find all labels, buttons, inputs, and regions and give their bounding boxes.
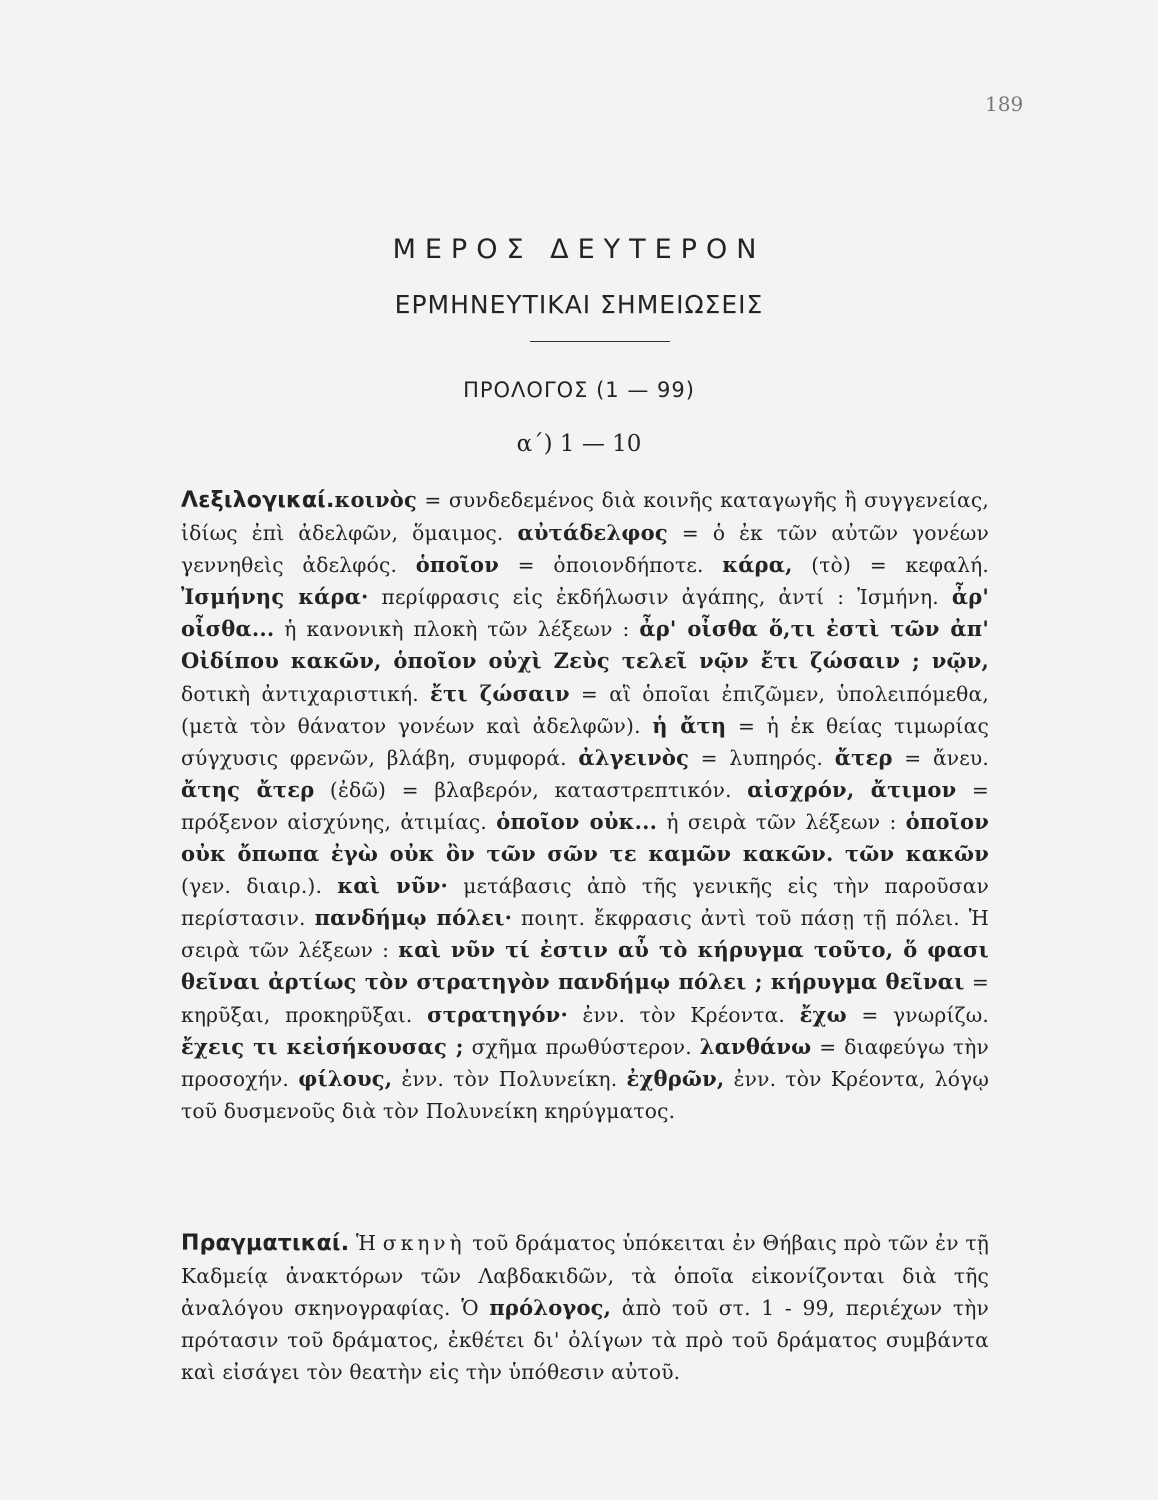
glossed-term: ἔχω <box>799 1001 847 1027</box>
glossed-term: αἰσχρόν, ἄτιμον <box>747 776 957 802</box>
glossed-term: ὁποῖον οὐκ ὄπωπα ἐγὼ οὐκ ὂν τῶν σῶν τε καμῶν κακῶν. τῶν κακῶν <box>181 808 989 867</box>
part-title: ΜΕΡΟΣ ΔΕΥΤΕΡΟΝ <box>392 234 766 265</box>
gloss-text: σχῆμα πρωθύστερον. <box>463 1034 700 1059</box>
glossed-term: φίλους, <box>298 1065 393 1091</box>
glossed-term: αὐτάδελφος <box>517 520 668 546</box>
lexical-notes-paragraph <box>181 484 989 1127</box>
glossed-term: στρατηγόν· <box>427 1001 568 1027</box>
gloss-text: = διαφεύγω τὴν προσοχήν. <box>181 1034 989 1091</box>
gloss-text: = γνωρίζω. <box>846 1002 989 1027</box>
gloss-text: (τὸ) = κεφαλή. <box>792 553 990 578</box>
gloss-text: = αἳ ὁποῖαι ἐπιζῶμεν, ὑπολειπόμεθα, (μετὰ τὸν θάνατον γονέων καὶ ἀδελφῶν). <box>181 681 989 738</box>
glossed-term: πρόλογος, <box>489 1295 612 1321</box>
gloss-text: = ἄνευ. <box>892 745 990 770</box>
section-title: ΕΡΜΗΝΕΥΤΙΚΑΙ ΣΗΜΕΙΩΣΕΙΣ <box>394 290 764 319</box>
divider-rule <box>530 341 670 342</box>
glossed-term: ἐχθρῶν, <box>626 1065 725 1091</box>
glossed-term: ἄτερ <box>834 744 893 770</box>
glossed-term: ἆρ' οἶσθα... <box>181 584 990 642</box>
glossed-term: καὶ νῦν τί ἐστιν αὖ τὸ κήρυγμα τοῦτο, ὅ φασι θεῖναι ἀρτίως τὸν στρατηγὸν πανδήμῳ πόλει ; κήρυγμα θεῖναι <box>181 937 990 995</box>
glossed-term: κοινὸς <box>334 487 417 512</box>
gloss-text: τοῦ δράματος ὑπόκειται ἐν Θήβαις πρὸ τῶν ἐν τῇ Καδμείᾳ ἀνακτόρων τῶν Λαβδακιδῶν, τὰ ὁποῖα εἰκονίζονται διὰ τῆς ἀναλόγου σκηνογραφίας. Ὁ <box>181 1231 989 1321</box>
page-number: 189 <box>985 92 1024 116</box>
glossed-term: καὶ νῦν· <box>337 873 448 899</box>
gloss-text: ἡ κανονικὴ πλοκὴ τῶν λέξεων : <box>274 617 640 642</box>
glossed-term: ἄτης ἄτερ <box>181 776 315 802</box>
glossed-term: ἡ ἄτη <box>652 712 727 738</box>
prologue-title: ΠΡΟΛΟΓΟΣ (1 — 99) <box>463 378 695 402</box>
glossed-term: πανδήμῳ πόλει· <box>314 905 513 931</box>
gloss-text: = ὁποιονδήποτε. <box>499 553 723 578</box>
gloss-text: (γεν. διαιρ.). <box>181 874 338 899</box>
gloss-text: ἐνν. τὸν Πολυνείκη. <box>392 1066 627 1091</box>
gloss-text: περίφρασις εἰς ἐκδήλωσιν ἀγάπης, ἀντί : Ἰσμήνη. <box>368 585 952 610</box>
gloss-text: = πρόξενον αἰσχύνης, ἀτιμίας. <box>181 777 990 834</box>
glossed-term: ἆρ' οἶσθα ὅ,τι ἐστὶ τῶν ἀπ' Οἰδίπου κακῶν, ὁποῖον οὐχὶ Ζεὺς τελεῖ νῷν ἔτι ζώσαιν ; νῷν, <box>181 616 989 674</box>
gloss-text: ἐνν. τὸν Κρέοντα, λόγῳ τοῦ δυσμενοῦς διὰ τὸν Πολυνείκη κηρύγματος. <box>181 1066 989 1123</box>
lexical-notes-body <box>181 488 989 1123</box>
gloss-text: ἡ σειρὰ τῶν λέξεων : <box>657 809 906 834</box>
factual-notes-label: Πραγματικαί. <box>181 1231 350 1256</box>
glossed-term: ὁποῖον οὐκ... <box>496 808 658 834</box>
gloss-text: = ὁ ἐκ τῶν αὐτῶν γονέων γεννηθεὶς ἀδελφός. <box>181 521 989 578</box>
gloss-text: = λυπηρός. <box>689 745 835 770</box>
gloss-text: ἐνν. τὸν Κρέοντα. <box>567 1002 800 1027</box>
gloss-text: μετάβασις ἀπὸ τῆς γενικῆς εἰς τὴν παροῦσαν περίστασιν. <box>181 874 990 931</box>
glossed-term: κάρα, <box>722 552 793 578</box>
lexical-notes-label: Λεξιλογικαί. <box>181 488 335 513</box>
glossed-term: ἔχεις τι κεἰσήκουσας ; <box>181 1033 464 1059</box>
glossed-term: ἔτι ζώσαιν <box>430 680 570 706</box>
glossed-term: λανθάνω <box>699 1033 812 1059</box>
gloss-text: (ἐδῶ) = βλαβερόν, καταστρεπτικόν. <box>314 777 748 802</box>
gloss-text: Ἡ <box>349 1231 383 1255</box>
glossed-term: Ἰσμήνης κάρα· <box>181 584 369 610</box>
emphasized-word: σκηνὴ <box>382 1231 466 1255</box>
gloss-text: = κηρῦξαι, προκηρῦξαι. <box>181 970 989 1027</box>
gloss-text: = συνδεδεμένος διὰ κοινῆς καταγωγῆς ἢ συγγενείας, ἰδίως ἐπὶ ἀδελφῶν, ὅμαιμος. <box>181 488 989 546</box>
gloss-text: ἀπὸ τοῦ στ. 1 - 99, περιέχων τὴν πρότασιν τοῦ δράματος, ἐκθέτει δι' ὀλίγων τὰ πρὸ τοῦ δράματος συμβάντα καὶ εἰσάγει τὸν θεατὴν εἰς τὴν ὑπόθεσιν αὐτοῦ. <box>181 1296 989 1385</box>
verse-range-title: α΄) 1 — 10 <box>516 431 642 457</box>
gloss-text: ποιητ. ἔκφρασις ἀντὶ τοῦ πάσῃ τῇ πόλει. Ἡ σειρὰ τῶν λέξεων : <box>181 906 989 963</box>
gloss-text: = ἡ ἐκ θείας τιμωρίας σύγχυσις φρενῶν, βλάβη, συμφορά. <box>181 713 989 770</box>
gloss-text: δοτικὴ ἀντιχαριστική. <box>181 681 431 706</box>
glossed-term: ἀλγεινὸς <box>578 744 690 770</box>
factual-notes-paragraph <box>181 1227 989 1388</box>
glossed-term: ὁποῖον <box>415 552 500 578</box>
